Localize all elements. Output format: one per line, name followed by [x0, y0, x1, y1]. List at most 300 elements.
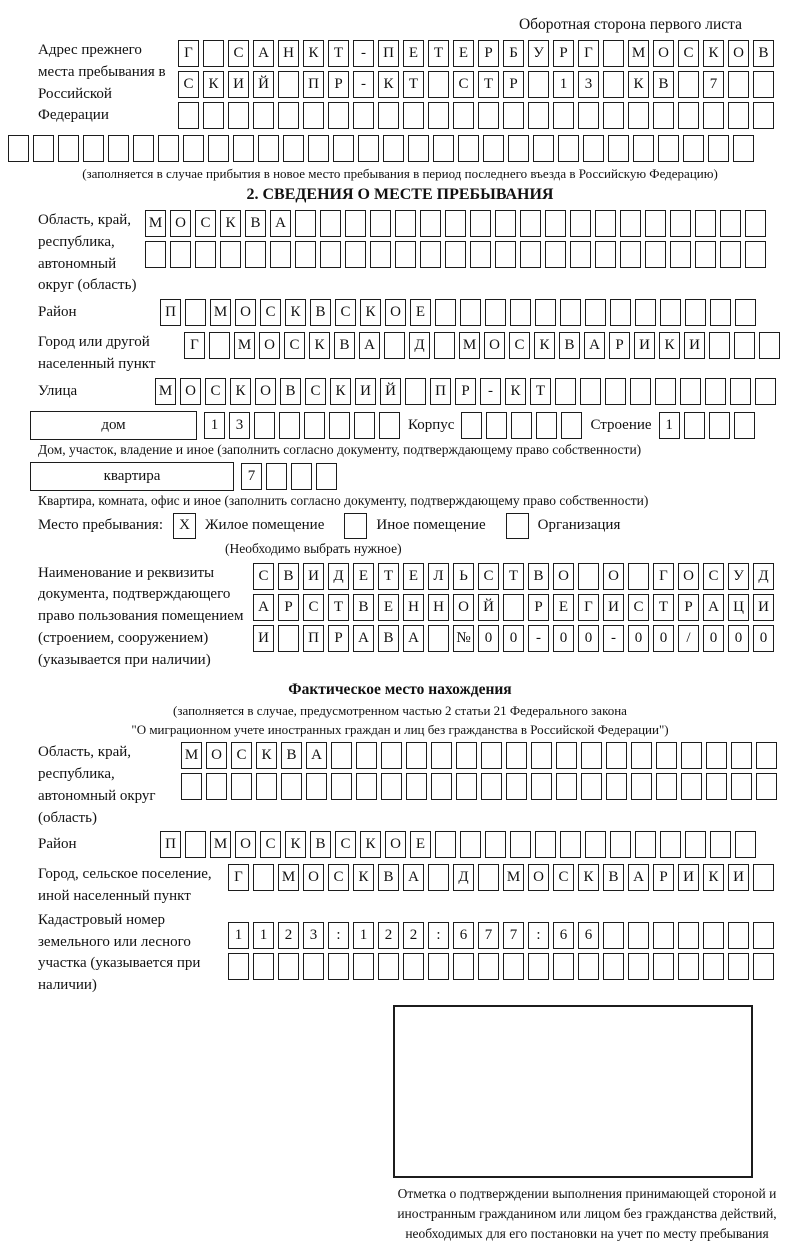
- form-cell[interactable]: [703, 102, 724, 129]
- form-cell[interactable]: И: [684, 332, 705, 359]
- form-cell[interactable]: М: [503, 864, 524, 891]
- form-cell[interactable]: [585, 831, 606, 858]
- form-cell[interactable]: Г: [653, 563, 674, 590]
- form-cell[interactable]: [408, 135, 429, 162]
- form-cell[interactable]: И: [355, 378, 376, 405]
- form-cell[interactable]: А: [703, 594, 724, 621]
- form-cell[interactable]: В: [653, 71, 674, 98]
- form-cell[interactable]: О: [170, 210, 191, 237]
- form-cell[interactable]: [433, 135, 454, 162]
- form-cell[interactable]: [228, 102, 249, 129]
- form-cell[interactable]: 0: [553, 625, 574, 652]
- form-cell[interactable]: [145, 241, 166, 268]
- form-cell[interactable]: [678, 102, 699, 129]
- stay-type-checkbox-other[interactable]: [344, 513, 367, 539]
- form-cell[interactable]: Р: [328, 71, 349, 98]
- form-cell[interactable]: [358, 135, 379, 162]
- form-cell[interactable]: [178, 102, 199, 129]
- form-cell[interactable]: 7: [703, 71, 724, 98]
- form-cell[interactable]: А: [353, 625, 374, 652]
- form-cell[interactable]: [605, 378, 626, 405]
- form-cell[interactable]: [660, 299, 681, 326]
- form-cell[interactable]: [428, 953, 449, 980]
- form-cell[interactable]: [378, 953, 399, 980]
- form-cell[interactable]: [595, 210, 616, 237]
- form-cell[interactable]: [486, 412, 507, 439]
- form-cell[interactable]: [453, 102, 474, 129]
- form-cell[interactable]: М: [278, 864, 299, 891]
- form-cell[interactable]: [536, 412, 557, 439]
- form-cell[interactable]: [533, 135, 554, 162]
- form-cell[interactable]: Д: [328, 563, 349, 590]
- form-cell[interactable]: [720, 210, 741, 237]
- form-cell[interactable]: [685, 299, 706, 326]
- form-cell[interactable]: С: [260, 831, 281, 858]
- form-cell[interactable]: [303, 102, 324, 129]
- form-cell[interactable]: [181, 773, 202, 800]
- form-cell[interactable]: [578, 102, 599, 129]
- form-cell[interactable]: [406, 742, 427, 769]
- form-cell[interactable]: Й: [478, 594, 499, 621]
- form-cell[interactable]: М: [181, 742, 202, 769]
- form-cell[interactable]: 0: [728, 625, 749, 652]
- form-cell[interactable]: [603, 953, 624, 980]
- form-cell[interactable]: [655, 378, 676, 405]
- form-cell[interactable]: [403, 102, 424, 129]
- form-cell[interactable]: [291, 463, 312, 490]
- form-cell[interactable]: Р: [653, 864, 674, 891]
- form-cell[interactable]: [695, 210, 716, 237]
- form-cell[interactable]: В: [278, 563, 299, 590]
- form-cell[interactable]: [478, 953, 499, 980]
- form-cell[interactable]: [381, 742, 402, 769]
- form-cell[interactable]: Л: [428, 563, 449, 590]
- form-cell[interactable]: [506, 773, 527, 800]
- form-cell[interactable]: С: [678, 40, 699, 67]
- form-cell[interactable]: П: [160, 831, 181, 858]
- form-cell[interactable]: [434, 332, 455, 359]
- form-cell[interactable]: А: [403, 864, 424, 891]
- form-cell[interactable]: 0: [578, 625, 599, 652]
- form-cell[interactable]: [270, 241, 291, 268]
- form-cell[interactable]: [403, 953, 424, 980]
- form-cell[interactable]: [708, 135, 729, 162]
- form-cell[interactable]: Ц: [728, 594, 749, 621]
- form-cell[interactable]: И: [753, 594, 774, 621]
- form-cell[interactable]: 0: [478, 625, 499, 652]
- form-cell[interactable]: [731, 742, 752, 769]
- form-cell[interactable]: К: [578, 864, 599, 891]
- form-cell[interactable]: [759, 332, 780, 359]
- form-cell[interactable]: [755, 378, 776, 405]
- form-cell[interactable]: [670, 210, 691, 237]
- form-cell[interactable]: И: [678, 864, 699, 891]
- form-cell[interactable]: Р: [678, 594, 699, 621]
- form-cell[interactable]: К: [628, 71, 649, 98]
- form-cell[interactable]: [228, 953, 249, 980]
- form-cell[interactable]: [435, 831, 456, 858]
- form-cell[interactable]: [656, 773, 677, 800]
- form-cell[interactable]: [320, 210, 341, 237]
- form-cell[interactable]: [370, 241, 391, 268]
- form-cell[interactable]: [610, 831, 631, 858]
- form-cell[interactable]: [304, 412, 325, 439]
- form-cell[interactable]: О: [453, 594, 474, 621]
- form-cell[interactable]: 7: [503, 922, 524, 949]
- form-cell[interactable]: С: [303, 594, 324, 621]
- form-cell[interactable]: [384, 332, 405, 359]
- form-cell[interactable]: [553, 953, 574, 980]
- form-cell[interactable]: С: [335, 831, 356, 858]
- form-cell[interactable]: [710, 299, 731, 326]
- form-cell[interactable]: [431, 742, 452, 769]
- form-cell[interactable]: Е: [403, 40, 424, 67]
- form-cell[interactable]: С: [305, 378, 326, 405]
- form-cell[interactable]: Е: [353, 563, 374, 590]
- form-cell[interactable]: [206, 773, 227, 800]
- form-cell[interactable]: [720, 241, 741, 268]
- form-cell[interactable]: С: [453, 71, 474, 98]
- form-cell[interactable]: [33, 135, 54, 162]
- form-cell[interactable]: [495, 241, 516, 268]
- form-cell[interactable]: [631, 742, 652, 769]
- form-cell[interactable]: Т: [378, 563, 399, 590]
- form-cell[interactable]: У: [528, 40, 549, 67]
- form-cell[interactable]: [703, 953, 724, 980]
- form-cell[interactable]: [545, 210, 566, 237]
- form-cell[interactable]: [405, 378, 426, 405]
- form-cell[interactable]: 1: [228, 922, 249, 949]
- form-cell[interactable]: [431, 773, 452, 800]
- form-cell[interactable]: [678, 953, 699, 980]
- form-cell[interactable]: [653, 953, 674, 980]
- form-cell[interactable]: К: [303, 40, 324, 67]
- form-cell[interactable]: [378, 102, 399, 129]
- form-cell[interactable]: [660, 831, 681, 858]
- form-cell[interactable]: В: [353, 594, 374, 621]
- form-cell[interactable]: Т: [653, 594, 674, 621]
- form-cell[interactable]: К: [353, 864, 374, 891]
- form-cell[interactable]: [356, 742, 377, 769]
- form-cell[interactable]: [503, 594, 524, 621]
- form-cell[interactable]: [684, 412, 705, 439]
- form-cell[interactable]: О: [255, 378, 276, 405]
- form-cell[interactable]: [630, 378, 651, 405]
- form-cell[interactable]: 3: [303, 922, 324, 949]
- form-cell[interactable]: О: [553, 563, 574, 590]
- form-cell[interactable]: К: [220, 210, 241, 237]
- form-cell[interactable]: [511, 412, 532, 439]
- form-cell[interactable]: О: [385, 299, 406, 326]
- form-cell[interactable]: [581, 742, 602, 769]
- form-cell[interactable]: [658, 135, 679, 162]
- form-cell[interactable]: 0: [503, 625, 524, 652]
- form-cell[interactable]: [581, 773, 602, 800]
- form-cell[interactable]: [183, 135, 204, 162]
- form-cell[interactable]: [279, 412, 300, 439]
- form-cell[interactable]: С: [228, 40, 249, 67]
- form-cell[interactable]: [295, 210, 316, 237]
- form-cell[interactable]: [353, 102, 374, 129]
- form-cell[interactable]: 7: [241, 463, 262, 490]
- form-cell[interactable]: [570, 210, 591, 237]
- form-cell[interactable]: П: [378, 40, 399, 67]
- form-cell[interactable]: -: [528, 625, 549, 652]
- form-cell[interactable]: Д: [453, 864, 474, 891]
- form-cell[interactable]: [645, 210, 666, 237]
- form-cell[interactable]: [653, 102, 674, 129]
- form-cell[interactable]: Е: [403, 563, 424, 590]
- form-cell[interactable]: [528, 102, 549, 129]
- form-cell[interactable]: [628, 563, 649, 590]
- form-cell[interactable]: [503, 953, 524, 980]
- form-cell[interactable]: [578, 563, 599, 590]
- form-cell[interactable]: [320, 241, 341, 268]
- form-cell[interactable]: [745, 241, 766, 268]
- form-cell[interactable]: [395, 241, 416, 268]
- form-cell[interactable]: [528, 953, 549, 980]
- form-cell[interactable]: К: [330, 378, 351, 405]
- form-cell[interactable]: [245, 241, 266, 268]
- form-cell[interactable]: [535, 299, 556, 326]
- form-cell[interactable]: Н: [403, 594, 424, 621]
- form-cell[interactable]: [633, 135, 654, 162]
- form-cell[interactable]: И: [603, 594, 624, 621]
- form-cell[interactable]: И: [728, 864, 749, 891]
- form-cell[interactable]: [731, 773, 752, 800]
- form-cell[interactable]: [685, 831, 706, 858]
- form-cell[interactable]: [620, 210, 641, 237]
- form-cell[interactable]: :: [528, 922, 549, 949]
- form-cell[interactable]: К: [360, 299, 381, 326]
- form-cell[interactable]: -: [480, 378, 501, 405]
- form-cell[interactable]: [460, 299, 481, 326]
- form-cell[interactable]: О: [303, 864, 324, 891]
- form-cell[interactable]: [278, 953, 299, 980]
- form-cell[interactable]: [428, 102, 449, 129]
- form-cell[interactable]: К: [534, 332, 555, 359]
- form-cell[interactable]: [681, 773, 702, 800]
- form-cell[interactable]: [233, 135, 254, 162]
- form-cell[interactable]: [485, 831, 506, 858]
- form-cell[interactable]: В: [310, 299, 331, 326]
- form-cell[interactable]: [683, 135, 704, 162]
- form-cell[interactable]: [8, 135, 29, 162]
- form-cell[interactable]: К: [659, 332, 680, 359]
- form-cell[interactable]: [680, 378, 701, 405]
- form-cell[interactable]: [670, 241, 691, 268]
- form-cell[interactable]: Е: [410, 831, 431, 858]
- form-cell[interactable]: О: [385, 831, 406, 858]
- form-cell[interactable]: [553, 102, 574, 129]
- form-cell[interactable]: [420, 241, 441, 268]
- form-cell[interactable]: [395, 210, 416, 237]
- form-cell[interactable]: 2: [378, 922, 399, 949]
- form-cell[interactable]: [728, 953, 749, 980]
- form-cell[interactable]: [545, 241, 566, 268]
- form-cell[interactable]: 7: [478, 922, 499, 949]
- form-cell[interactable]: 6: [553, 922, 574, 949]
- form-cell[interactable]: 0: [653, 625, 674, 652]
- form-cell[interactable]: [558, 135, 579, 162]
- form-cell[interactable]: [266, 463, 287, 490]
- form-cell[interactable]: -: [353, 40, 374, 67]
- form-cell[interactable]: Т: [328, 40, 349, 67]
- form-cell[interactable]: Ь: [453, 563, 474, 590]
- form-cell[interactable]: И: [253, 625, 274, 652]
- form-cell[interactable]: К: [203, 71, 224, 98]
- form-cell[interactable]: К: [505, 378, 526, 405]
- form-cell[interactable]: [328, 102, 349, 129]
- form-cell[interactable]: [503, 102, 524, 129]
- form-cell[interactable]: О: [728, 40, 749, 67]
- form-cell[interactable]: [735, 299, 756, 326]
- form-cell[interactable]: Т: [503, 563, 524, 590]
- form-cell[interactable]: С: [231, 742, 252, 769]
- form-cell[interactable]: 2: [278, 922, 299, 949]
- form-cell[interactable]: В: [378, 864, 399, 891]
- form-cell[interactable]: А: [403, 625, 424, 652]
- form-cell[interactable]: [203, 102, 224, 129]
- form-cell[interactable]: К: [256, 742, 277, 769]
- form-cell[interactable]: [709, 412, 730, 439]
- form-cell[interactable]: [278, 102, 299, 129]
- form-cell[interactable]: [520, 241, 541, 268]
- form-cell[interactable]: [185, 299, 206, 326]
- form-cell[interactable]: -: [353, 71, 374, 98]
- form-cell[interactable]: [695, 241, 716, 268]
- form-cell[interactable]: А: [253, 40, 274, 67]
- form-cell[interactable]: Г: [178, 40, 199, 67]
- form-cell[interactable]: 1: [353, 922, 374, 949]
- form-cell[interactable]: [710, 831, 731, 858]
- form-cell[interactable]: [435, 299, 456, 326]
- form-cell[interactable]: [203, 40, 224, 67]
- form-cell[interactable]: [561, 412, 582, 439]
- form-cell[interactable]: [456, 773, 477, 800]
- form-cell[interactable]: 1: [553, 71, 574, 98]
- form-cell[interactable]: [705, 378, 726, 405]
- form-cell[interactable]: [253, 864, 274, 891]
- form-cell[interactable]: [678, 922, 699, 949]
- form-cell[interactable]: [606, 742, 627, 769]
- form-cell[interactable]: [753, 922, 774, 949]
- form-cell[interactable]: [333, 135, 354, 162]
- form-cell[interactable]: [370, 210, 391, 237]
- form-cell[interactable]: В: [603, 864, 624, 891]
- form-cell[interactable]: [209, 332, 230, 359]
- form-cell[interactable]: О: [653, 40, 674, 67]
- form-cell[interactable]: [756, 773, 777, 800]
- form-cell[interactable]: [681, 742, 702, 769]
- form-cell[interactable]: [520, 210, 541, 237]
- form-cell[interactable]: Е: [553, 594, 574, 621]
- form-cell[interactable]: О: [603, 563, 624, 590]
- form-cell[interactable]: М: [210, 299, 231, 326]
- form-cell[interactable]: [728, 71, 749, 98]
- form-cell[interactable]: [345, 210, 366, 237]
- form-cell[interactable]: [478, 864, 499, 891]
- form-cell[interactable]: 1: [659, 412, 680, 439]
- form-cell[interactable]: Р: [328, 625, 349, 652]
- form-cell[interactable]: В: [753, 40, 774, 67]
- form-cell[interactable]: [158, 135, 179, 162]
- form-cell[interactable]: В: [280, 378, 301, 405]
- form-cell[interactable]: [631, 773, 652, 800]
- form-cell[interactable]: Й: [253, 71, 274, 98]
- form-cell[interactable]: О: [528, 864, 549, 891]
- form-cell[interactable]: /: [678, 625, 699, 652]
- form-cell[interactable]: [556, 742, 577, 769]
- form-cell[interactable]: О: [678, 563, 699, 590]
- form-cell[interactable]: [481, 773, 502, 800]
- form-cell[interactable]: С: [628, 594, 649, 621]
- form-cell[interactable]: [528, 71, 549, 98]
- form-cell[interactable]: [730, 378, 751, 405]
- form-cell[interactable]: Г: [228, 864, 249, 891]
- form-cell[interactable]: Е: [378, 594, 399, 621]
- form-cell[interactable]: [709, 332, 730, 359]
- form-cell[interactable]: И: [303, 563, 324, 590]
- form-cell[interactable]: 1: [204, 412, 225, 439]
- form-cell[interactable]: [753, 953, 774, 980]
- form-cell[interactable]: [753, 102, 774, 129]
- form-cell[interactable]: [283, 135, 304, 162]
- form-cell[interactable]: [628, 953, 649, 980]
- form-cell[interactable]: [220, 241, 241, 268]
- form-cell[interactable]: [734, 412, 755, 439]
- form-cell[interactable]: [510, 299, 531, 326]
- form-cell[interactable]: А: [359, 332, 380, 359]
- form-cell[interactable]: Р: [503, 71, 524, 98]
- form-cell[interactable]: [445, 210, 466, 237]
- form-cell[interactable]: [420, 210, 441, 237]
- form-cell[interactable]: 3: [229, 412, 250, 439]
- form-cell[interactable]: [560, 299, 581, 326]
- form-cell[interactable]: Н: [428, 594, 449, 621]
- form-cell[interactable]: [628, 922, 649, 949]
- form-cell[interactable]: Р: [478, 40, 499, 67]
- form-cell[interactable]: [428, 71, 449, 98]
- form-cell[interactable]: :: [428, 922, 449, 949]
- form-cell[interactable]: В: [281, 742, 302, 769]
- form-cell[interactable]: [603, 40, 624, 67]
- form-cell[interactable]: Д: [409, 332, 430, 359]
- form-cell[interactable]: С: [328, 864, 349, 891]
- form-cell[interactable]: С: [284, 332, 305, 359]
- form-cell[interactable]: [428, 864, 449, 891]
- form-cell[interactable]: [506, 742, 527, 769]
- form-cell[interactable]: [531, 773, 552, 800]
- form-cell[interactable]: Р: [278, 594, 299, 621]
- form-cell[interactable]: Т: [328, 594, 349, 621]
- form-cell[interactable]: 0: [753, 625, 774, 652]
- form-cell[interactable]: М: [459, 332, 480, 359]
- form-cell[interactable]: 6: [453, 922, 474, 949]
- form-cell[interactable]: М: [145, 210, 166, 237]
- form-cell[interactable]: Г: [578, 40, 599, 67]
- house-type-box[interactable]: дом: [30, 411, 197, 440]
- form-cell[interactable]: [306, 773, 327, 800]
- form-cell[interactable]: В: [310, 831, 331, 858]
- form-cell[interactable]: [461, 412, 482, 439]
- form-cell[interactable]: Е: [453, 40, 474, 67]
- form-cell[interactable]: [295, 241, 316, 268]
- form-cell[interactable]: [345, 241, 366, 268]
- form-cell[interactable]: [383, 135, 404, 162]
- form-cell[interactable]: [580, 378, 601, 405]
- form-cell[interactable]: [258, 135, 279, 162]
